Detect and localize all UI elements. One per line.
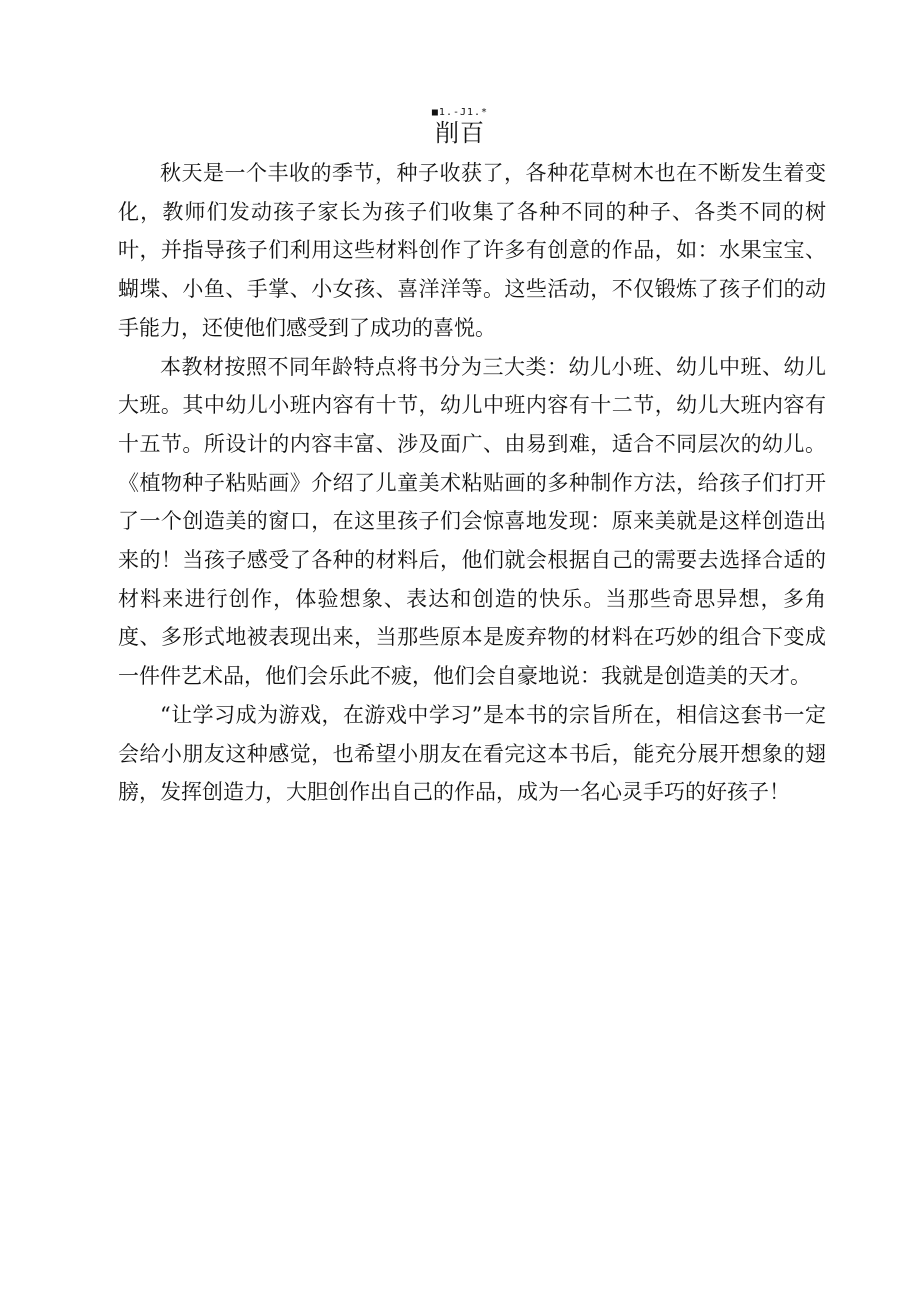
paragraph-2: 本教材按照不同年龄特点将书分为三大类：幼儿小班、幼儿中班、幼儿大班。其中幼儿小班内容有十节，幼儿中班内容有十二节，幼儿大班内容有十五节。所设计的内容丰富、涉及面广、由易到难，适合不同层次的幼儿。《植物种子粘贴画》介绍了儿童美术粘贴画的多种制作方法，给孩子们打开了一个创造美的窗口，在这里孩子们会惊喜地发现：原来美就是这样创造出来的！当孩子感受了各种的材料后，他们就会根据自己的需要去选择合适的材料来进行创作，体验想象、表达和创造的快乐。当那些奇思异想，多角度、多形式地被表现出来，当那些原本是废弃物的材料在巧妙的组合下变成一件件艺术品，他们会乐此不疲，他们会自豪地说：我就是创造美的天才。	[118, 354, 826, 689]
page-title: 削百	[435, 119, 485, 147]
body-text	[118, 154, 826, 812]
header-mark: ■1.-J1.*	[431, 107, 489, 118]
paragraph-1: 秋天是一个丰收的季节，种子收获了，各种花草树木也在不断发生着变化，教师们发动孩子家长为孩子们收集了各种不同的种子、各类不同的树叶，并指导孩子们利用这些材料创作了许多有创意的作品，如：水果宝宝、蝴堞、小鱼、手掌、小女孩、喜洋洋等。这些活动，不仅锻炼了孩子们的动手能力，还使他们感受到了成功的喜悦。	[118, 161, 826, 340]
paragraph-3: “让学习成为游戏，在游戏中学习”是本书的宗旨所在，相信这套书一定会给小朋友这种感觉，也希望小朋友在看完这本书后，能充分展开想象的翅膀，发挥创造力，大胆创作出自己的作品，成为一名心灵手巧的好孩子！	[118, 702, 826, 805]
